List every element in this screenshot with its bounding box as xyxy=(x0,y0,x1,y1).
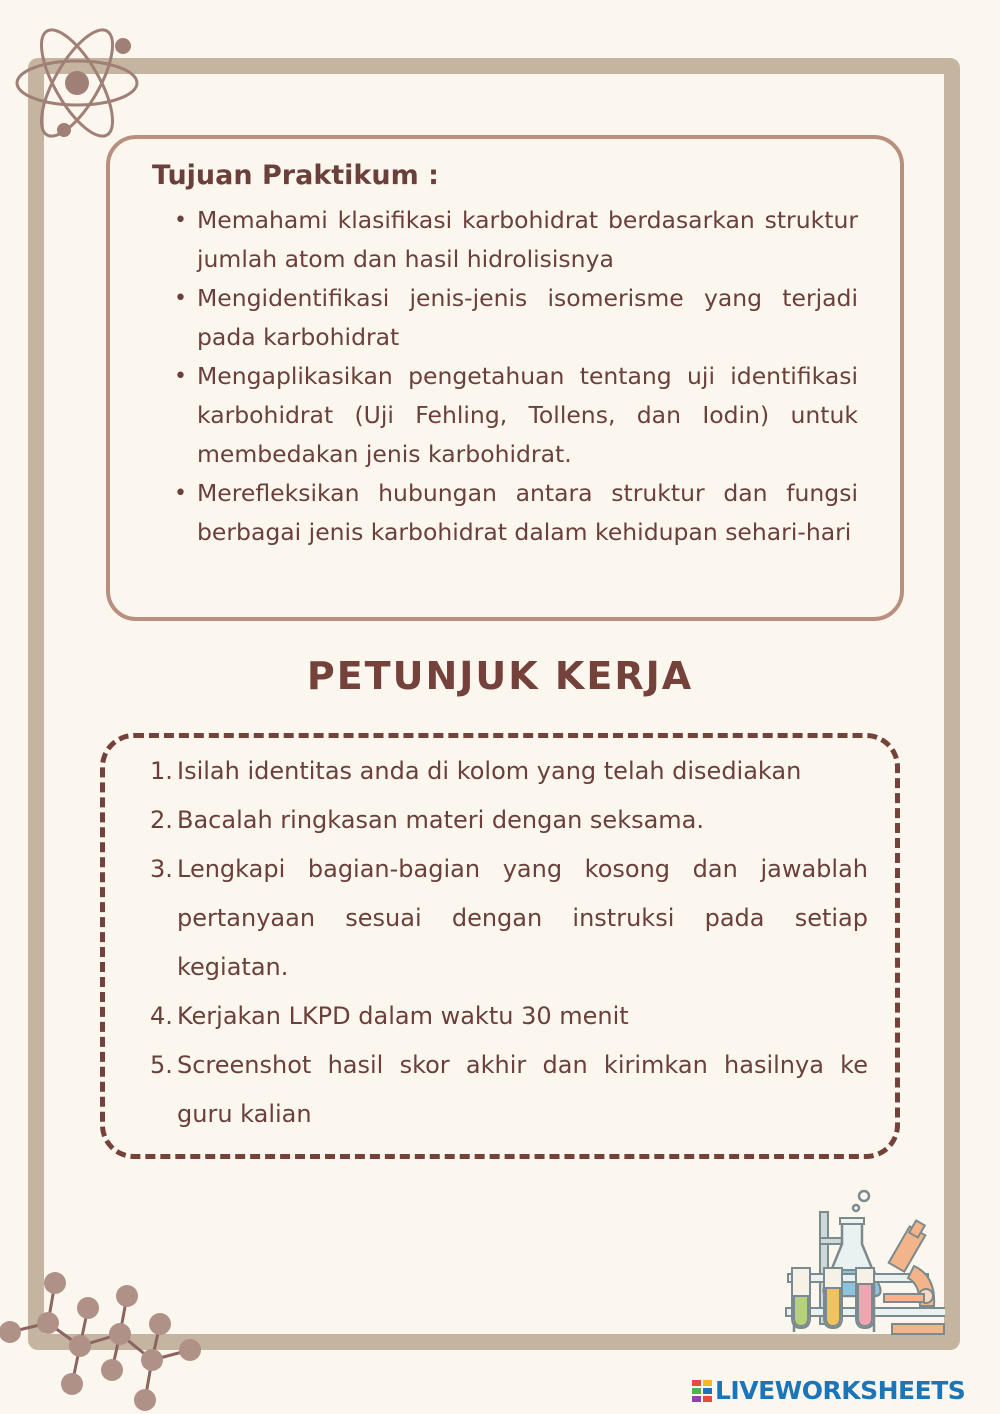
instruction-item xyxy=(150,845,868,992)
instruction-text: Screenshot hasil skor akhir dan kirimkan hasilnya ke guru kalian xyxy=(177,1051,868,1128)
liveworksheets-brand[interactable] xyxy=(692,1376,965,1405)
instruction-item xyxy=(150,796,868,845)
instructions-heading: PETUNJUK KERJA xyxy=(306,654,694,698)
instruction-text: Bacalah ringkasan materi dengan seksama. xyxy=(177,806,705,834)
instructions-list xyxy=(150,747,868,1139)
molecule-icon xyxy=(0,1268,210,1414)
goal-item: • Mengaplikasikan pengetahuan tentang uji identifikasi karbohidrat (Uji Fehling, Tollens, dan Iodin) untuk membedakan jenis karbohidrat. xyxy=(172,357,858,474)
liveworksheets-logo-icon xyxy=(692,1380,712,1402)
atom-icon xyxy=(12,28,142,143)
goal-item: • Memahami klasifikasi karbohidrat berdasarkan struktur jumlah atom dan hasil hidrolisisnya xyxy=(172,201,858,279)
instruction-text: Isilah identitas anda di kolom yang telah disediakan xyxy=(177,757,802,785)
goal-item: • Merefleksikan hubungan antara struktur dan fungsi berbagai jenis karbohidrat dalam kehidupan sehari-hari xyxy=(172,474,858,552)
instruction-item xyxy=(150,747,868,796)
instruction-number: 1. xyxy=(150,757,173,785)
instruction-number: 5. xyxy=(150,1051,173,1079)
instruction-text: Lengkapi bagian-bagian yang kosong dan jawablah pertanyaan sesuai dengan instruksi pada setiap kegiatan. xyxy=(177,855,868,981)
instruction-number: 4. xyxy=(150,1002,173,1030)
instruction-item xyxy=(150,992,868,1041)
goals-list xyxy=(172,201,858,552)
instruction-text: Kerjakan LKPD dalam waktu 30 menit xyxy=(177,1002,629,1030)
goals-title: Tujuan Praktikum : xyxy=(152,160,439,191)
lab-equipment-icon xyxy=(780,1188,945,1338)
instruction-number: 2. xyxy=(150,806,173,834)
liveworksheets-wordmark: LIVEWORKSHEETS xyxy=(715,1376,966,1405)
instruction-item xyxy=(150,1041,868,1139)
instruction-number: 3. xyxy=(150,855,173,883)
goal-item: • Mengidentifikasi jenis-jenis isomerisme yang terjadi pada karbohidrat xyxy=(172,279,858,357)
